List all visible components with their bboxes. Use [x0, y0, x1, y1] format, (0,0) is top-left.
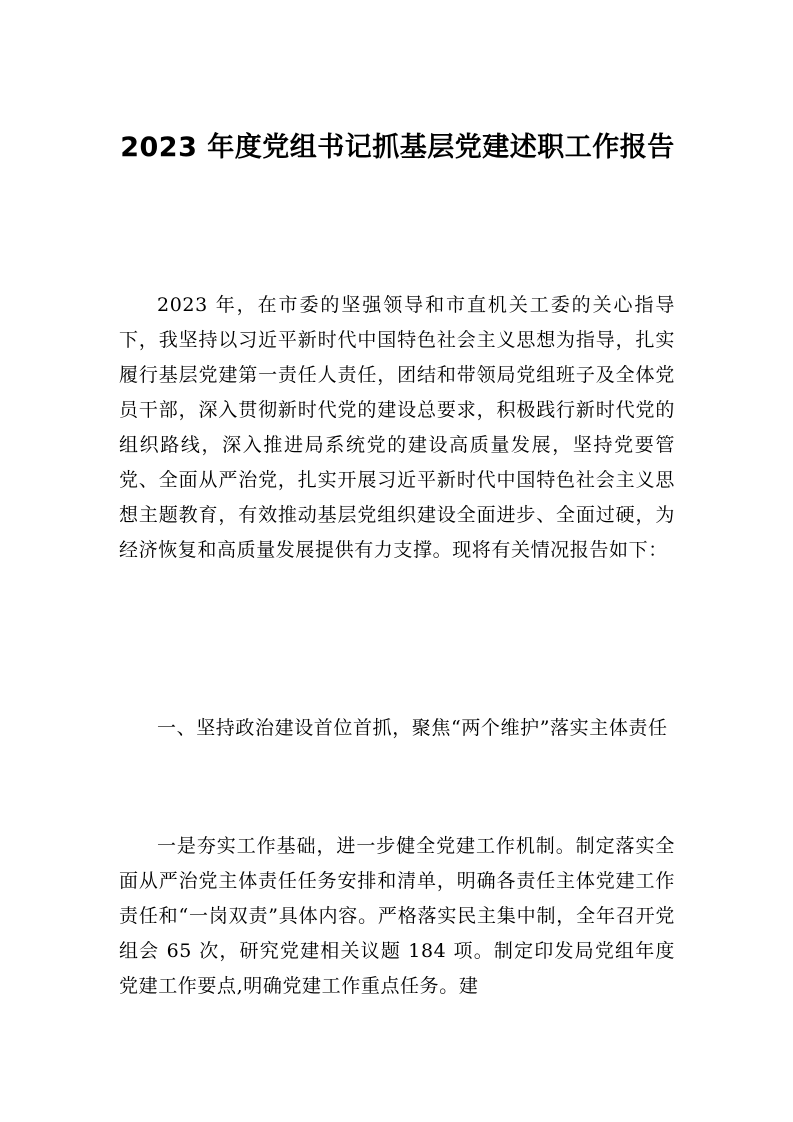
document-title: 2023 年度党组书记抓基层党建述职工作报告 — [120, 132, 675, 163]
section-1-paragraph-1: 一是夯实工作基础，进一步健全党建工作机制。制定落实全面从严治党主体责任任务安排和清单，明确各责任主体党建工作责任和“一岗双责”具体内容。严格落实民主集中制，全年召开党组会 65 次，研究党建相关议题 184 项。制定印发局党组年度党建工作要点,明确党建工作重点任务。建 — [119, 835, 675, 997]
intro-paragraph: 2023 年，在市委的坚强领导和市直机关工委的关心指导下，我坚持以习近平新时代中国特色社会主义思想为指导，扎实履行基层党建第一责任人责任，团结和带领局党组班子及全体党员干部，深入贯彻新时代党的建设总要求，积极践行新时代党的组织路线，深入推进局系统党的建设高质量发展，坚持党要管党、全面从严治党，扎实开展习近平新时代中国特色社会主义思想主题教育，有效推动基层党组织建设全面进步、全面过硬，为经济恢复和高质量发展提供有力支撑。现将有关情况报告如下： — [119, 294, 675, 561]
section-heading-1: 一、坚持政治建设首位首抓，聚焦“两个维护”落实主体责任 — [157, 717, 668, 739]
